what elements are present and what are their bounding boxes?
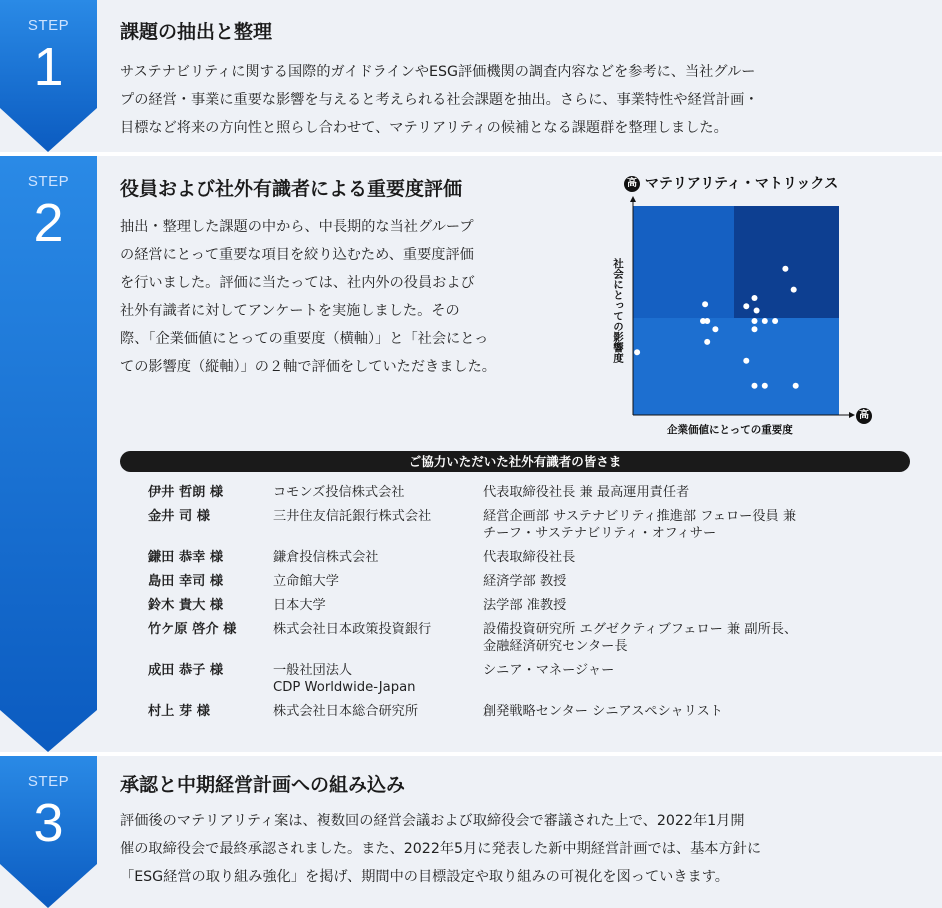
step2-line: を行いました。評価に当たっては、社内外の役員および	[120, 275, 475, 291]
expert-name: 竹ケ原 啓介 様	[148, 622, 237, 637]
high-badge-x: 高	[856, 408, 872, 424]
step3-line: 催の取締役会で最終承認されました。また、2022年5月に発表した新中期経営計画では、基本方針に	[120, 841, 762, 857]
expert-name: 島田 幸司 様	[148, 574, 224, 589]
expert-name: 村上 芽 様	[148, 704, 210, 719]
step1-line: プの経営・事業に重要な影響を与えると考えられる社会課題を抽出。さらに、事業特性や経営計画・	[120, 92, 759, 108]
expert-name: 鎌田 恭幸 様	[148, 550, 224, 565]
expert-organization	[273, 508, 483, 542]
expert-row	[148, 597, 908, 614]
matrix-point	[743, 358, 749, 364]
matrix-point	[793, 383, 799, 389]
expert-organization-line: 立命館大学	[273, 574, 339, 589]
matrix-point	[754, 308, 760, 314]
expert-role	[483, 484, 903, 501]
expert-role-line: 代表取締役社長	[483, 550, 576, 565]
step2-line: ての影響度（縦軸）」の２軸で評価をしていただきました。	[120, 359, 496, 375]
step3-title: 承認と中期経営計画への組み込み	[120, 774, 406, 796]
expert-name: 伊井 哲朗 様	[148, 485, 224, 500]
expert-row	[148, 573, 908, 590]
expert-role-line: 設備投資研究所 エグゼクティブフェロー 兼 副所長、	[483, 622, 798, 637]
expert-role-line: 創発戦略センター シニアスペシャリスト	[483, 704, 723, 719]
step2-label: STEP	[27, 173, 70, 190]
step1-section	[0, 0, 942, 152]
expert-organization	[273, 597, 483, 614]
expert-organization-line: 一般社団法人	[273, 663, 353, 678]
expert-role	[483, 573, 903, 590]
expert-row	[148, 703, 908, 720]
expert-role	[483, 597, 903, 614]
expert-role-line: シニア・マネージャー	[483, 663, 615, 678]
matrix-point	[752, 318, 758, 324]
matrix-top-zone	[734, 206, 839, 318]
matrix-point	[762, 383, 768, 389]
expert-organization-line: コモンズ投信株式会社	[273, 485, 405, 500]
expert-name: 金井 司 様	[148, 509, 210, 524]
step2-line: の経営にとって重要な項目を絞り込むため、重要度評価	[120, 247, 474, 263]
step2-line: 際、「企業価値にとっての重要度（横軸）」と「社会にとっ	[120, 331, 489, 347]
expert-organization	[273, 621, 483, 655]
expert-organization	[273, 549, 483, 566]
step2-line: 抽出・整理した課題の中から、中長期的な当社グループ	[120, 219, 474, 235]
matrix-point	[634, 349, 640, 355]
expert-organization-line: 鎌倉投信株式会社	[273, 550, 379, 565]
expert-organization-line: 株式会社日本総合研究所	[273, 704, 419, 719]
matrix-point	[791, 287, 797, 293]
y-axis-label: 社会にとっての影響度	[612, 258, 624, 363]
expert-role	[483, 703, 903, 720]
step3-body	[120, 807, 761, 891]
experts-list	[148, 484, 908, 727]
expert-role	[483, 662, 903, 696]
expert-role-line: 経済学部 教授	[483, 574, 567, 589]
y-axis-arrowhead	[630, 196, 636, 202]
matrix-point	[752, 326, 758, 332]
step2-line: 社外有識者に対してアンケートを実施しました。その	[120, 303, 460, 319]
step3-section	[0, 756, 942, 908]
matrix-title-text: マテリアリティ・マトリックス	[644, 176, 839, 192]
expert-organization-line: CDP Worldwide-Japan	[273, 680, 416, 695]
expert-organization-line: 三井住友信託銀行株式会社	[273, 509, 432, 524]
expert-organization-line: 株式会社日本政策投資銀行	[273, 622, 432, 637]
expert-role	[483, 621, 903, 655]
expert-name: 成田 恭子 様	[148, 663, 224, 678]
matrix-point	[704, 318, 710, 324]
expert-role-line: 法学部 准教授	[483, 598, 567, 613]
matrix-point	[712, 326, 718, 332]
matrix-point	[743, 303, 749, 309]
expert-role-line: チーフ・サステナビリティ・オフィサー	[483, 526, 717, 541]
matrix-point	[704, 339, 710, 345]
expert-organization	[273, 662, 483, 696]
expert-organization	[273, 484, 483, 501]
step2-title: 役員および社外有識者による重要度評価	[120, 178, 463, 200]
step1-title: 課題の抽出と整理	[120, 21, 273, 43]
expert-role	[483, 508, 903, 542]
expert-organization	[273, 573, 483, 590]
step2-body	[120, 213, 496, 381]
expert-row	[148, 508, 908, 542]
expert-row	[148, 549, 908, 566]
step1-body	[120, 58, 758, 142]
expert-role-line: 代表取締役社長 兼 最高運用責任者	[483, 485, 690, 500]
expert-organization	[273, 703, 483, 720]
experts-heading: ご協力いただいた社外有識者の皆さま	[120, 451, 910, 472]
matrix-title	[624, 173, 838, 193]
materiality-matrix-chart	[625, 196, 855, 418]
expert-name: 鈴木 貴大 様	[148, 598, 224, 613]
expert-role	[483, 549, 903, 566]
step3-number: 3	[33, 793, 64, 853]
matrix-point	[702, 301, 708, 307]
step1-label: STEP	[27, 17, 70, 34]
expert-row	[148, 662, 908, 696]
matrix-point	[762, 318, 768, 324]
expert-row	[148, 484, 908, 501]
matrix-point	[752, 383, 758, 389]
expert-row	[148, 621, 908, 655]
step3-line: 「ESG経営の取り組み強化」を掲げ、期間中の目標設定や取り組みの可視化を図っていきます。	[120, 869, 729, 885]
step1-line: サステナビリティに関する国際的ガイドラインやESG評価機関の調査内容などを参考に、当社グルー	[120, 64, 756, 80]
expert-role-line: 経営企画部 サステナビリティ推進部 フェロー役員 兼	[483, 509, 797, 524]
expert-organization-line: 日本大学	[273, 598, 326, 613]
step1-line: 目標など将来の方向性と照らし合わせて、マテリアリティの候補となる課題群を整理しました。	[120, 120, 728, 136]
matrix-mid-zone	[633, 318, 839, 415]
expert-role-line: 金融経済研究センター長	[483, 639, 628, 654]
high-badge-x-wrap	[856, 405, 872, 424]
x-axis-arrowhead	[849, 412, 855, 418]
step2-number: 2	[33, 193, 64, 253]
matrix-point	[752, 295, 758, 301]
step3-label: STEP	[27, 773, 70, 790]
step3-line: 評価後のマテリアリティ案は、複数回の経営会議および取締役会で審議された上で、2022年1月開	[120, 813, 745, 829]
step1-number: 1	[33, 37, 64, 97]
high-badge-y: 高	[624, 176, 640, 192]
matrix-point	[782, 266, 788, 272]
x-axis-label: 企業価値にとっての重要度	[667, 424, 793, 436]
matrix-point	[772, 318, 778, 324]
